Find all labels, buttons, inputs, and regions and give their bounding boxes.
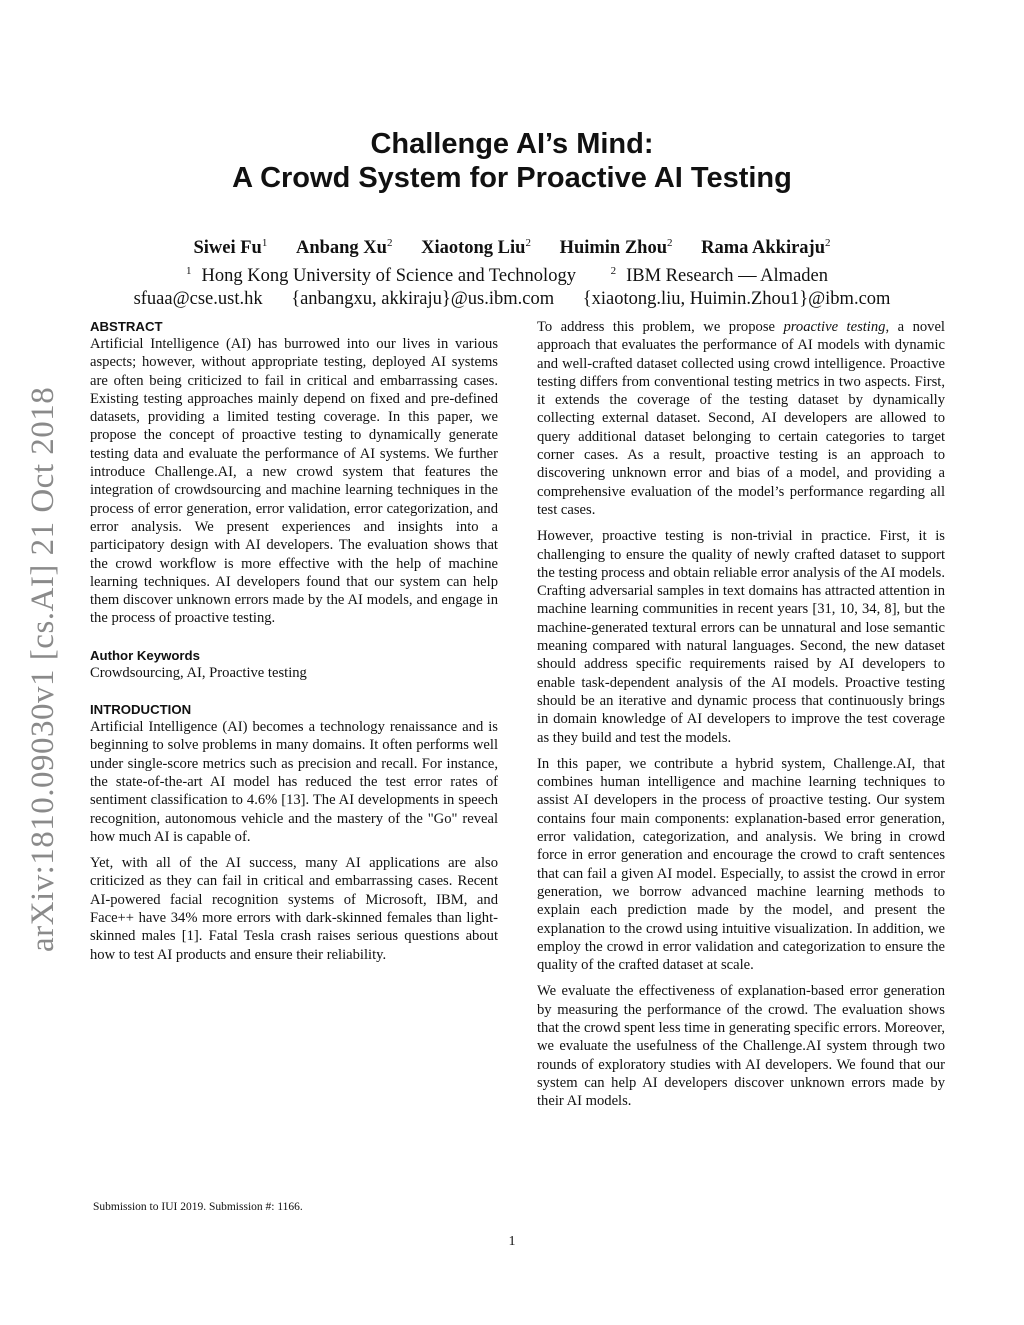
- affiliation: $^2$ IBM Research — Almaden: [610, 265, 828, 287]
- affiliation: $^1$ Hong Kong University of Science and Technology: [185, 265, 576, 287]
- introduction-heading: INTRODUCTION: [90, 702, 192, 718]
- right-paragraph-3: In this paper, we contribute a hybrid system, Challenge.AI, that combines human intelligence and machine learning techniques to assist AI developers in the process of proactive testing. Our system contains four main components: explanation-based error generation, error validation, categorization, and analysis. We bring in crowd force in error generation and encourage the crowd to craft sentences that can fail a given AI model. Especially, to assist the crowd in error generation, we borrow advanced machine learning methods to explain each prediction made by the model, and present the explanation to the crowd using intuitive visualization. In addition, we employ the crowd in error validation and categorization to ensure the quality of the crafted dataset at scale.: [537, 755, 945, 974]
- paper-title: [0, 127, 1024, 195]
- intro-paragraph-2: Yet, with all of the AI success, many AI applications are also criticized as they can fail in critical and embarrassing cases. Recent AI-powered facial recognition systems of Microsoft, IBM, and Face++ have 34% more errors with dark-skinned females than light-skinned males [1]. Fatal Tesla crash raises serious questions about how to test AI products and ensure their reliability.: [90, 855, 498, 963]
- author-name: Rama Akkiraju$^2$: [701, 237, 831, 259]
- left-column: [90, 318, 498, 972]
- right-column: [537, 318, 945, 1118]
- keywords-heading: Author Keywords: [90, 647, 200, 663]
- author-name: Huimin Zhou$^2$: [559, 237, 673, 259]
- author-name: Xiaotong Liu$^2$: [421, 237, 531, 259]
- email: {anbangxu, akkiraju}@us.ibm.com: [291, 289, 555, 310]
- right-paragraph-4: We evaluate the effectiveness of explanation-based error generation by measuring the performance of the crowd. The evaluation shows that the crowd spent less time in generating specific errors. Moreover, we evaluate the usefulness of the Challenge.AI system through two rounds of exploratory studies with AI developers. We found that our system can help AI developers discover unknown errors made by their AI models.: [537, 983, 945, 1110]
- emphasis-proactive-testing: proactive testing: [783, 319, 886, 335]
- author-name: Anbang Xu$^2$: [295, 237, 393, 259]
- affiliations: [0, 260, 1024, 288]
- right-paragraph-2: However, proactive testing is non-trivial in practice. First, it is challenging to ensure the quality of newly crafted dataset to support the testing process and obtain reliable error analysis of the AI models. Crafting adversarial samples in text domains has attracted attention in machine learning communities in recent years [31, 10, 34, 8], but the machine-generated textural errors can be unnatural and lose semantic meaning compared with natural languages. Second, the new dataset should address specific requirements raised by AI developers to enable task-dependent analysis of the AI models. Proactive testing should be an iterative and dynamic process that continuously brings in domain knowledge of AI developers to improve the test coverage as they build and test the models.: [537, 528, 945, 746]
- submission-footnote: Submission to IUI 2019. Submission #: 1166.: [93, 1201, 303, 1213]
- email: {xiaotong.liu, Huimin.Zhou1}@ibm.com: [582, 289, 891, 310]
- abstract-text: Artificial Intelligence (AI) has burrowed into our lives in various aspects; however, without appropriate testing, deployed AI systems are often being criticized to fail in critical and embarrassing cases. Existing testing approaches mainly depend on fixed and pre-defined datasets, providing a limited testing coverage. In this paper, we propose the concept of proactive testing to dynamically generate testing data and evaluate the performance of AI systems. We further introduce Challenge.AI, a new crowd system that features the integration of crowdsourcing and machine learning techniques in the process of error generation, error validation, error categorization, and error analysis. We present experiences and insights into a participatory design with AI developers. The evaluation shows that the crowd workflow is more effective with the help of machine learning techniques. AI developers found that our system can help them discover unknown errors made by the AI models, and engage in the process of proactive testing.: [90, 336, 498, 627]
- title-line-2: A Crowd System for Proactive AI Testing: [232, 162, 792, 194]
- author-block: [0, 232, 1024, 311]
- author-emails: [0, 288, 1024, 311]
- email: sfuaa@cse.ust.hk: [133, 289, 263, 310]
- right-paragraph-1: To address this problem, we propose proactive testing, a novel approach that evaluates the performance of AI models with dynamic and well-crafted dataset collected using crowd intelligence. Proactive testing differs from conventional testing metrics in two aspects. First, it extends the coverage of the testing dataset by dynamically collecting external dataset. Second, AI developers are allowed to query additional dataset belonging to certain categories to target corner cases. As a result, proactive testing is an approach to discovering unknown error and bias of a model, and providing a comprehensive evaluation of the model’s performance regarding all test cases.: [537, 319, 945, 518]
- abstract-heading: ABSTRACT: [90, 319, 163, 334]
- author-names: [0, 232, 1024, 260]
- arxiv-identifier-stamp: arXiv:1810.09030v1 [cs.AI] 21 Oct 2018: [25, 386, 61, 952]
- keywords-text: Crowdsourcing, AI, Proactive testing: [90, 664, 307, 681]
- title-line-1: Challenge AI’s Mind:: [370, 128, 654, 160]
- intro-paragraph-1: Artificial Intelligence (AI) becomes a technology renaissance and is beginning to solve problems in many domains. It often performs well under single-score metrics such as precision and recall. For instance, the state-of-the-art AI model has reduced the test error rates of sentiment classification to 4.6% [13]. The AI developments in speech recognition, autonomous vehicle and the mastery of the "Go" reveal how much AI is capable of.: [90, 719, 498, 845]
- author-name: Siwei Fu$^1$: [193, 237, 268, 259]
- page-number: 1: [508, 1234, 516, 1249]
